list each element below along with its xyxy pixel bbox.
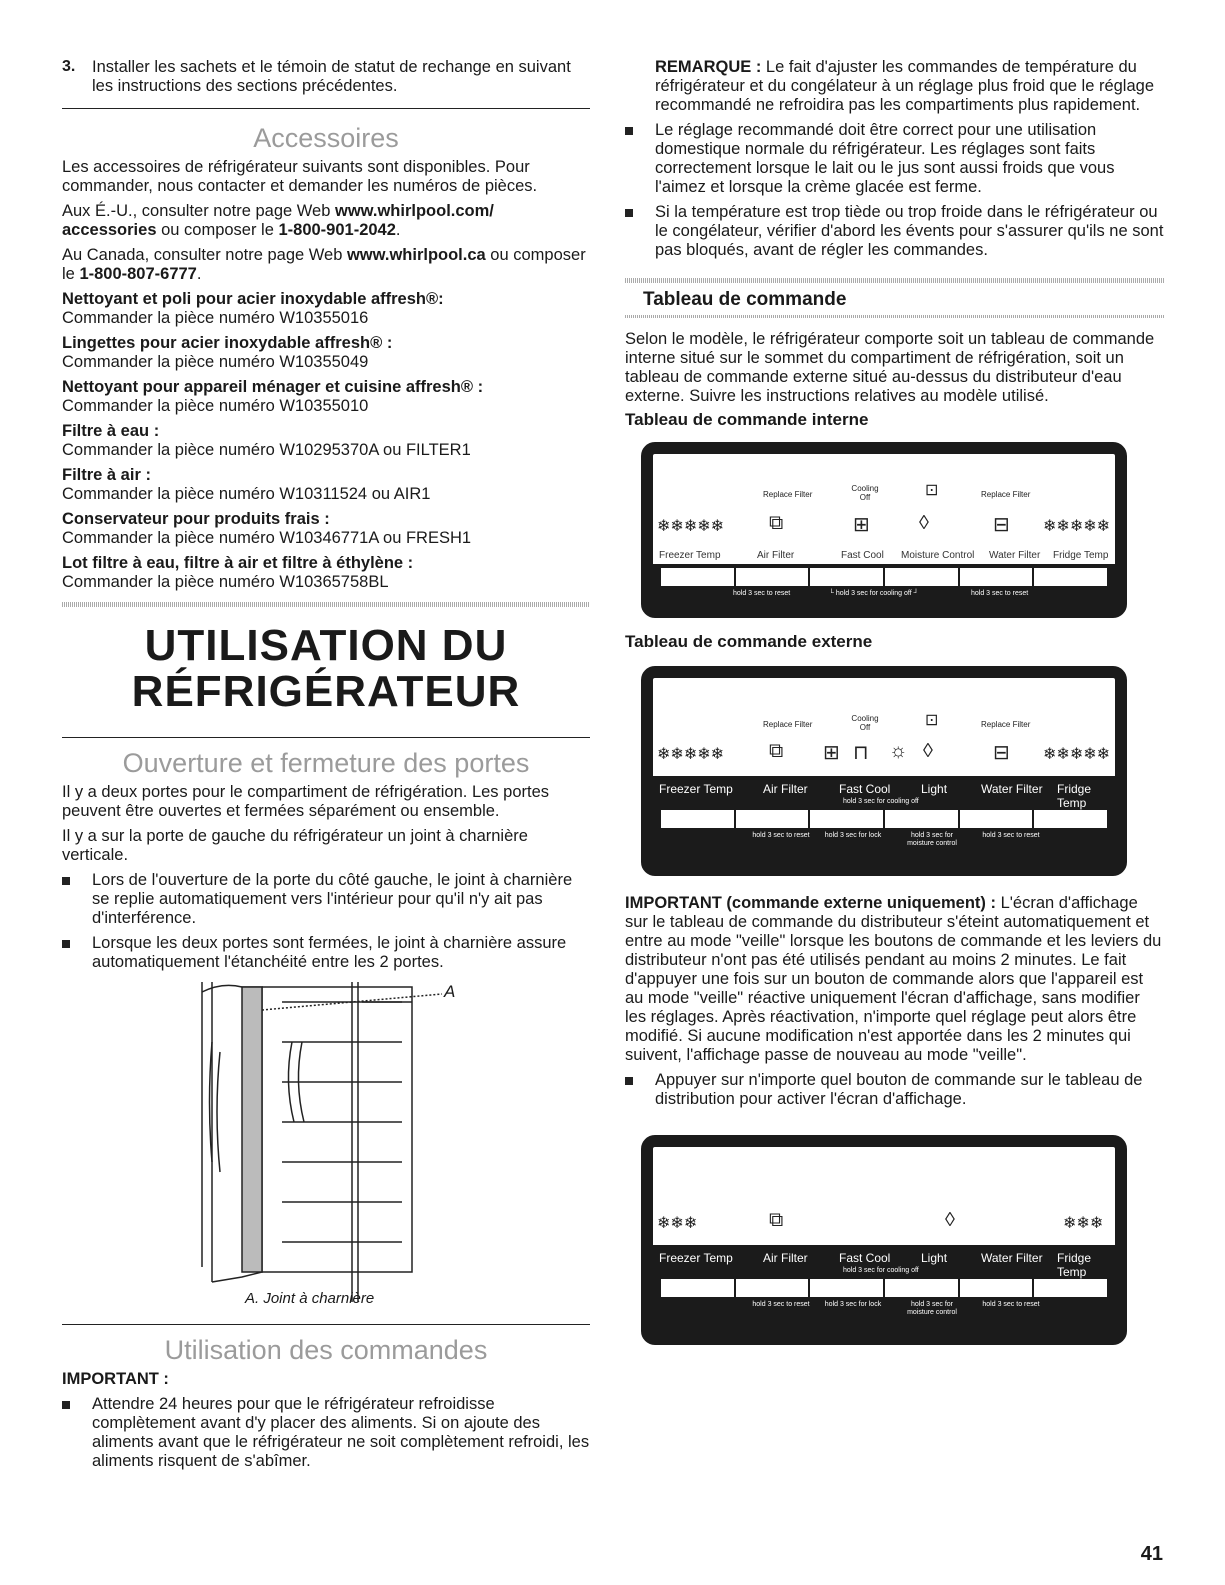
cooling-off-label: Cooling Off	[851, 714, 879, 732]
water-filter-button[interactable]	[960, 810, 1033, 828]
doors-para-1: Il y a deux portes pour le compartiment de réfrigération. Les portes peuvent être ouvertes et fermées séparément ou ensemble.	[62, 783, 549, 820]
doors-bullet-1: Lors de l'ouverture de la porte du côté gauche, le joint à charnière se replie automatiquement vers l'intérieur pour qu'il n'y ait pas d'interférence.	[62, 871, 590, 928]
moisture-icon: ◊	[923, 740, 933, 762]
hint-text: hold 3 sec for cooling off	[843, 798, 919, 805]
accessory-item: Nettoyant et poli pour acier inoxydable affresh®: Commander la pièce numéro W10355016	[62, 290, 444, 327]
water-filter-icon: ⊟	[993, 742, 1010, 764]
step-text: Installer les sachets et le témoin de statut de rechange en suivant les instructions des sections précédentes.	[92, 58, 571, 95]
external-buttons	[661, 1279, 1107, 1297]
remarque: REMARQUE : Le fait d'ajuster les commandes de température du réfrigérateur et du congélateur à un réglage plus froid que le réglage recommandé ne refroidira pas les compartiments plus rapidement.	[655, 58, 1154, 114]
divider-hatched	[625, 278, 1165, 283]
lock-icon: ⊡	[925, 712, 939, 729]
hint-text: hold 3 sec for lock	[824, 1301, 882, 1308]
divider	[62, 108, 590, 109]
water-filter-icon: ⊟	[993, 514, 1010, 536]
fridge-temp-label: Fridge Temp	[1057, 782, 1092, 810]
fast-cool-icon: ⊞	[853, 514, 870, 536]
accessory-item: Filtre à air : Commander la pièce numéro W10311524 ou AIR1	[62, 466, 431, 503]
light-label: Light	[921, 782, 948, 796]
freezer-temp-label: Freezer Temp	[659, 550, 721, 561]
left-column	[62, 0, 590, 1471]
fridge-temp-label: Fridge Temp	[1057, 1251, 1092, 1279]
right-column	[625, 0, 1165, 1345]
replace-filter-label: Replace Filter	[981, 490, 1031, 499]
fast-cool-button[interactable]	[810, 1279, 883, 1297]
hint-text: └ hold 3 sec for cooling off ┘	[829, 590, 919, 597]
freezer-temp-button[interactable]	[661, 568, 734, 586]
whirlpool-ca-link[interactable]: www.whirlpool.ca	[346, 246, 486, 264]
fast-cool-label: Fast Cool	[841, 550, 884, 561]
hint-text: hold 3 sec for lock	[824, 832, 882, 839]
hint-text: hold 3 sec for cooling off	[843, 1267, 919, 1274]
freezer-temp-indicator: ❄❄❄❄❄	[657, 746, 725, 763]
accessories-us: Aux É.-U., consulter notre page Web www.whirlpool.com/ accessories ou composer le 1-800-901-2042.	[62, 202, 494, 239]
air-filter-label: Air Filter	[757, 550, 795, 561]
right-bullet-1: Le réglage recommandé doit être correct pour une utilisation domestique normale du réfrigérateur. Les réglages sont faits correctement lorsque le lait ou le jus sont aussi froids que vous l'aimez et lorsque la crème glacée est ferme.	[625, 121, 1165, 197]
whirlpool-us-link[interactable]: www.whirlpool.com/ accessories	[62, 202, 494, 239]
accessory-list	[62, 290, 590, 592]
moisture-icon: ◊	[919, 512, 929, 534]
fridge-temp-label: Fridge Temp	[1053, 550, 1109, 561]
replace-filter-label: Replace Filter	[763, 490, 813, 499]
tableau-heading: Tableau de commande	[643, 289, 847, 310]
divider-hatched	[625, 315, 1165, 318]
lock-icon: ⊡	[925, 482, 939, 499]
fast-cool-icon: ⊞	[823, 742, 840, 764]
tableau-para: Selon le modèle, le réfrigérateur comporte soit un tableau de commande interne situé sur le sommet du compartiment de réfrigération, soit un tableau de commande externe situé au-dessus du distributeur d'eau externe. Suivre les instructions relatives au modèle utilisé.	[625, 330, 1155, 405]
hint-text: hold 3 sec for moisture control	[907, 1301, 957, 1316]
light-button[interactable]	[885, 810, 958, 828]
freezer-temp-button[interactable]	[661, 1279, 734, 1297]
main-title: UTILISATION DU RÉFRIGÉRATEUR	[131, 621, 521, 716]
water-filter-button[interactable]	[960, 1279, 1033, 1297]
water-filter-button[interactable]	[960, 568, 1033, 586]
air-filter-button[interactable]	[736, 810, 809, 828]
fridge-temp-indicator: ❄❄❄❄❄	[1043, 518, 1111, 535]
step-3	[62, 58, 590, 96]
water-filter-label: Water Filter	[989, 550, 1041, 561]
accessories-heading: Accessoires	[253, 123, 399, 153]
accessory-item: Filtre à eau : Commander la pièce numéro W10295370A ou FILTER1	[62, 422, 471, 459]
water-filter-label: Water Filter	[981, 1251, 1043, 1265]
doors-bullet-2: Lorsque les deux portes sont fermées, le joint à charnière assure automatiquement l'étanchéité entre les 2 portes.	[62, 934, 590, 972]
hint-text: hold 3 sec to reset	[733, 590, 791, 597]
accessories-intro: Les accessoires de réfrigérateur suivants sont disponibles. Pour commander, nous contacter et demander les numéros de pièces.	[62, 158, 538, 195]
step-number: 3.	[62, 58, 76, 75]
hint-text: hold 3 sec to reset	[982, 1301, 1040, 1308]
freezer-temp-indicator: ❄❄❄❄❄	[657, 518, 725, 535]
accessory-item: Lot filtre à eau, filtre à air et filtre à éthylène : Commander la pièce numéro W10365758BL	[62, 554, 414, 591]
light-icon: ☼	[889, 740, 908, 762]
fridge-door-illustration	[62, 982, 590, 1312]
hint-text: hold 3 sec to reset	[971, 590, 1029, 597]
interne-heading: Tableau de commande interne	[625, 410, 869, 429]
right-bullet-2: Si la température est trop tiède ou trop froide dans le réfrigérateur ou le congélateur, vérifier d'abord les évents pour s'assurer qu'ils ne sont pas bloqués, avant de régler les commandes.	[625, 203, 1165, 260]
external-control-panel	[625, 666, 1165, 876]
hint-text: hold 3 sec for moisture control	[907, 832, 957, 847]
external-buttons	[661, 810, 1107, 828]
divider-hatched	[62, 602, 590, 607]
air-filter-label: Air Filter	[763, 1251, 808, 1265]
controls-bullet-1: Attendre 24 heures pour que le réfrigérateur refroidisse complètement avant d'y placer des aliments. Si on ajoute des aliments avant que le réfrigérateur ne soit complètement refroidi, les aliments risquent de s'abîmer.	[62, 1395, 590, 1471]
air-filter-icon: ⧉	[769, 512, 784, 534]
cooling-off-label: Cooling Off	[851, 484, 879, 502]
doors-para-2: Il y a sur la porte de gauche du réfrigérateur un joint à charnière verticale.	[62, 827, 528, 864]
air-filter-icon: ⧉	[769, 1209, 784, 1231]
air-filter-icon: ⧉	[769, 740, 784, 762]
fridge-temp-button[interactable]	[1034, 568, 1107, 586]
moisture-control-label: Moisture Control	[901, 550, 975, 561]
fast-cool-label: Fast Cool	[839, 782, 891, 796]
moisture-icon: ◊	[945, 1209, 955, 1231]
fast-cool-button[interactable]	[810, 568, 883, 586]
accessory-item: Nettoyant pour appareil ménager et cuisine affresh® : Commander la pièce numéro W10355010	[62, 378, 484, 415]
figure-caption: A. Joint à charnière	[245, 1290, 375, 1307]
freezer-temp-button[interactable]	[661, 810, 734, 828]
freezer-temp-label: Freezer Temp	[659, 782, 733, 796]
air-filter-button[interactable]	[736, 1279, 809, 1297]
freezer-temp-indicator: ❄❄❄	[657, 1215, 698, 1232]
replace-filter-label: Replace Filter	[763, 720, 813, 729]
internal-control-panel	[625, 442, 1165, 618]
doors-heading: Ouverture et fermeture des portes	[122, 748, 530, 778]
divider	[62, 1324, 590, 1325]
externe-heading: Tableau de commande externe	[625, 632, 873, 651]
right-bullet-3: Appuyer sur n'importe quel bouton de commande sur le tableau de distribution pour activer l'écran d'affichage.	[625, 1071, 1165, 1109]
replace-filter-label: Replace Filter	[981, 720, 1031, 729]
moisture-control-button[interactable]	[885, 568, 958, 586]
internal-buttons	[661, 568, 1107, 586]
hint-text: hold 3 sec to reset	[752, 832, 810, 839]
water-filter-label: Water Filter	[981, 782, 1043, 796]
light-label: Light	[921, 1251, 948, 1265]
page-number: 41	[1140, 1543, 1163, 1565]
fridge-temp-button[interactable]	[1034, 810, 1107, 828]
fridge-figure	[62, 982, 590, 1312]
accessories-ca: Au Canada, consulter notre page Web www.whirlpool.ca ou composer le 1-800-807-6777.	[62, 246, 586, 283]
light-button[interactable]	[885, 1279, 958, 1297]
important-external: IMPORTANT (commande externe uniquement) : L'écran d'affichage sur le tableau de commande du distributeur s'éteint automatiquement et entre au mode "veille" lorsque les boutons de commande et les leviers du distributeur n'ont pas été utilisés pendant au moins 2 minutes. Le fait d'appuyer une fois sur un bouton de commande alors que l'appareil est au mode "veille" réactive uniquement l'écran d'affichage, sans modifier les réglages. Après réactivation, n'importe quel réglage peut alors être modifié. Si aucune modification n'est apportée dans les 2 minutes qui suivent, l'affichage passe de nouveau au mode "veille".	[625, 894, 1162, 1064]
fast-cool-button[interactable]	[810, 810, 883, 828]
lock-closed-icon: ⊓	[853, 742, 869, 764]
freezer-temp-label: Freezer Temp	[659, 1251, 733, 1265]
accessory-item: Lingettes pour acier inoxydable affresh® : Commander la pièce numéro W10355049	[62, 334, 393, 371]
hint-text: hold 3 sec to reset	[982, 832, 1040, 839]
air-filter-label: Air Filter	[763, 782, 808, 796]
controls-heading: Utilisation des commandes	[164, 1335, 488, 1365]
hint-text: hold 3 sec to reset	[752, 1301, 810, 1308]
figure-label-a: A	[444, 982, 456, 1001]
important-label: IMPORTANT :	[62, 1370, 169, 1388]
fast-cool-label: Fast Cool	[839, 1251, 891, 1265]
fridge-temp-indicator: ❄❄❄❄❄	[1043, 746, 1111, 763]
fridge-temp-button[interactable]	[1034, 1279, 1107, 1297]
external-control-panel-standby	[625, 1135, 1165, 1345]
accessory-item: Conservateur pour produits frais : Commander la pièce numéro W10346771A ou FRESH1	[62, 510, 472, 547]
air-filter-button[interactable]	[736, 568, 809, 586]
fridge-temp-indicator: ❄❄❄	[1063, 1215, 1104, 1232]
divider	[62, 737, 590, 738]
